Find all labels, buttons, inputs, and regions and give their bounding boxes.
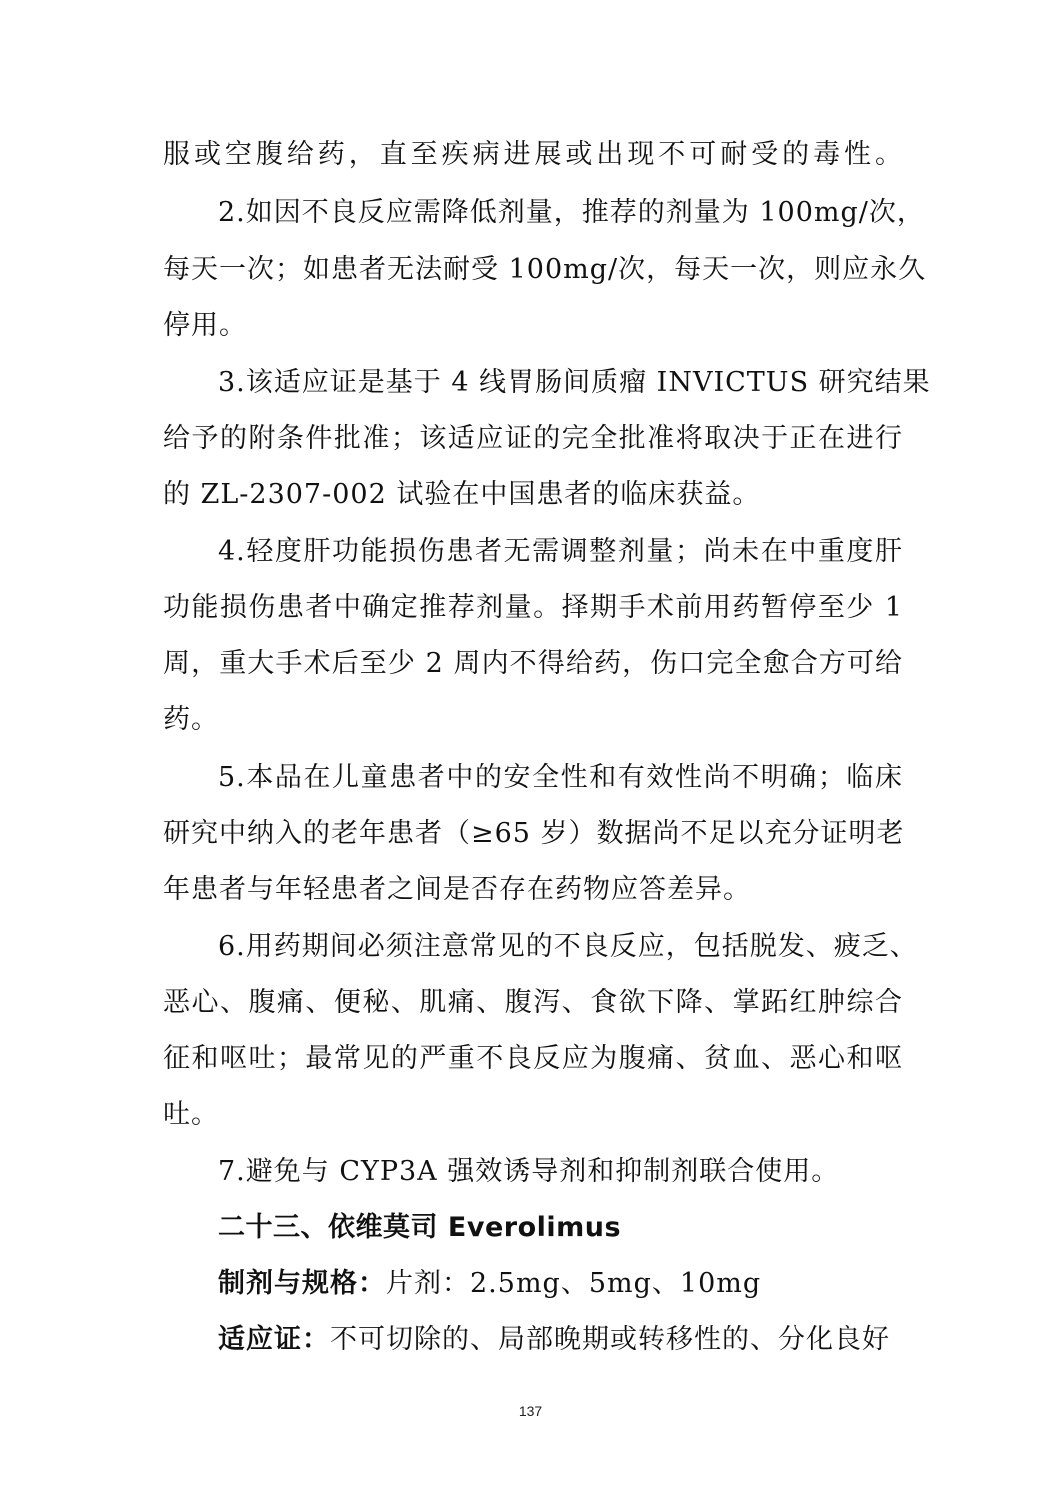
text-line: 吐。 bbox=[163, 1099, 219, 1130]
text-line: 5.本品在儿童患者中的安全性和有效性尚不明确；临床 bbox=[218, 762, 903, 793]
page-number: 137 bbox=[518, 1403, 543, 1419]
text-line: 药。 bbox=[163, 704, 219, 735]
text-line: 恶心、腹痛、便秘、肌痛、腹泻、食欲下降、掌跖红肿综合 bbox=[163, 987, 903, 1018]
text-line: 服或空腹给药，直至疾病进展或出现不可耐受的毒性。 bbox=[163, 139, 903, 170]
text-line: 3.该适应证是基于 4 线胃肠间质瘤 INVICTUS 研究结果 bbox=[218, 367, 931, 398]
text-line: 年患者与年轻患者之间是否存在药物应答差异。 bbox=[163, 874, 751, 905]
text-line: 功能损伤患者中确定推荐剂量。择期手术前用药暂停至少 1 bbox=[163, 592, 903, 623]
text-line: 征和呕吐；最常见的严重不良反应为腹痛、贫血、恶心和呕 bbox=[163, 1043, 903, 1074]
section-heading: 二十三、依维莫司 Everolimus bbox=[218, 1212, 622, 1243]
text-line: 给予的附条件批准；该适应证的完全批准将取决于正在进行 bbox=[163, 423, 903, 454]
text-line: 研究中纳入的老年患者（≥65 岁）数据尚不足以充分证明老 bbox=[163, 818, 905, 849]
text-line: 的 ZL-2307-002 试验在中国患者的临床获益。 bbox=[163, 479, 761, 510]
text-line: 4.轻度肝功能损伤患者无需调整剂量；尚未在中重度肝 bbox=[218, 536, 903, 567]
indication-line bbox=[218, 1323, 903, 1357]
formulation-label: 制剂与规格： bbox=[218, 1268, 386, 1299]
text-line: 2.如因不良反应需降低剂量，推荐的剂量为 100mg/次， bbox=[218, 197, 925, 228]
text-line: 停用。 bbox=[163, 310, 247, 341]
text-line: 周，重大手术后至少 2 周内不得给药，伤口完全愈合方可给 bbox=[163, 648, 903, 679]
formulation-value: 片剂：2.5mg、5mg、10mg bbox=[386, 1268, 762, 1299]
text-line: 7.避免与 CYP3A 强效诱导剂和抑制剂联合使用。 bbox=[218, 1156, 840, 1187]
indication-label: 适应证： bbox=[218, 1324, 330, 1355]
text-line: 6.用药期间必须注意常见的不良反应，包括脱发、疲乏、 bbox=[218, 931, 918, 962]
formulation-line bbox=[218, 1267, 903, 1301]
indication-value: 不可切除的、局部晚期或转移性的、分化良好 bbox=[330, 1324, 890, 1355]
text-line: 每天一次；如患者无法耐受 100mg/次，每天一次，则应永久 bbox=[163, 254, 927, 285]
